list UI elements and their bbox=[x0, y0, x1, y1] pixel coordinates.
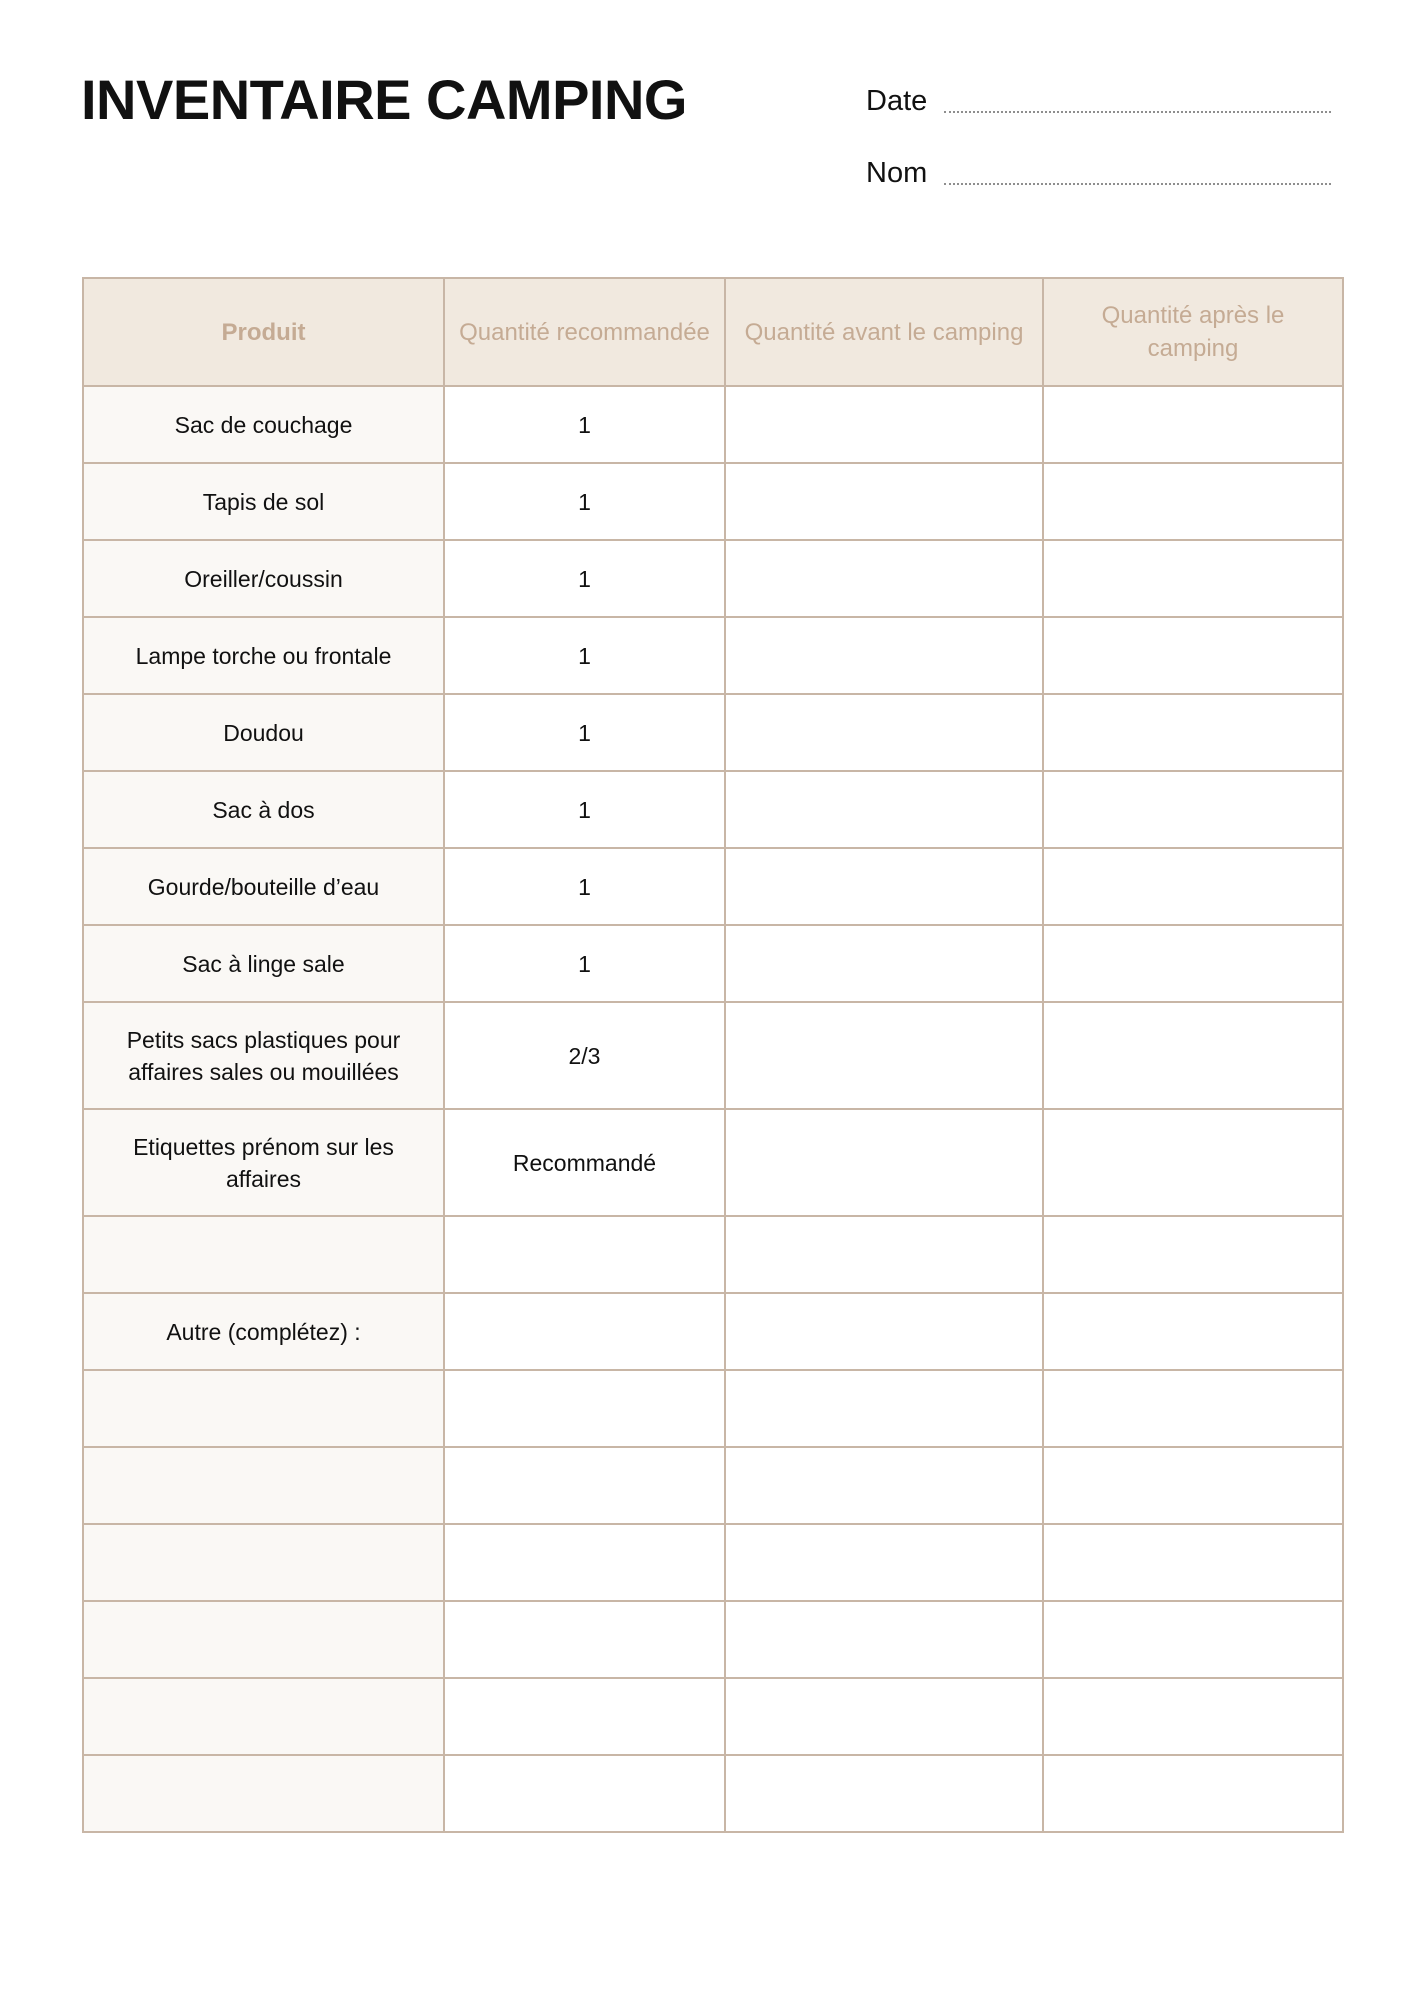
header-quantity-before: Quantité avant le camping bbox=[725, 278, 1043, 386]
recommended-quantity-cell: 1 bbox=[444, 386, 725, 463]
table-row bbox=[83, 1370, 1343, 1447]
table-row bbox=[83, 1109, 1343, 1216]
table-header-row bbox=[83, 278, 1343, 386]
recommended-quantity-cell: Recommandé bbox=[444, 1109, 725, 1216]
date-line[interactable] bbox=[944, 111, 1331, 113]
table-row bbox=[83, 1447, 1343, 1524]
table-row bbox=[83, 925, 1343, 1002]
quantity-before-cell[interactable] bbox=[725, 771, 1043, 848]
recommended-quantity-cell bbox=[444, 1293, 725, 1370]
product-cell: Gourde/bouteille d’eau bbox=[83, 848, 444, 925]
quantity-after-cell[interactable] bbox=[1043, 1678, 1343, 1755]
inventory-table bbox=[82, 277, 1344, 1833]
quantity-after-cell[interactable] bbox=[1043, 1601, 1343, 1678]
product-cell[interactable] bbox=[83, 1601, 444, 1678]
product-cell[interactable] bbox=[83, 1216, 444, 1293]
name-label: Nom bbox=[866, 157, 928, 189]
quantity-before-cell[interactable] bbox=[725, 1447, 1043, 1524]
table-row bbox=[83, 540, 1343, 617]
quantity-after-cell[interactable] bbox=[1043, 1524, 1343, 1601]
quantity-after-cell[interactable] bbox=[1043, 1002, 1343, 1109]
recommended-quantity-cell: 1 bbox=[444, 848, 725, 925]
product-cell: Lampe torche ou frontale bbox=[83, 617, 444, 694]
quantity-before-cell[interactable] bbox=[725, 386, 1043, 463]
header-product: Produit bbox=[83, 278, 444, 386]
table-row bbox=[83, 1524, 1343, 1601]
quantity-before-cell[interactable] bbox=[725, 1002, 1043, 1109]
table-row bbox=[83, 386, 1343, 463]
date-field[interactable] bbox=[866, 84, 1331, 119]
product-cell: Oreiller/coussin bbox=[83, 540, 444, 617]
quantity-before-cell[interactable] bbox=[725, 1109, 1043, 1216]
recommended-quantity-cell bbox=[444, 1755, 725, 1832]
product-cell[interactable] bbox=[83, 1370, 444, 1447]
recommended-quantity-cell bbox=[444, 1601, 725, 1678]
product-cell: Etiquettes prénom sur les affaires bbox=[83, 1109, 444, 1216]
table-row bbox=[83, 1755, 1343, 1832]
quantity-after-cell[interactable] bbox=[1043, 694, 1343, 771]
quantity-after-cell[interactable] bbox=[1043, 1755, 1343, 1832]
quantity-after-cell[interactable] bbox=[1043, 386, 1343, 463]
table-row bbox=[83, 463, 1343, 540]
quantity-before-cell[interactable] bbox=[725, 1678, 1043, 1755]
quantity-before-cell[interactable] bbox=[725, 463, 1043, 540]
quantity-before-cell[interactable] bbox=[725, 1601, 1043, 1678]
quantity-after-cell[interactable] bbox=[1043, 771, 1343, 848]
product-cell: Petits sacs plastiques pour affaires sales ou mouillées bbox=[83, 1002, 444, 1109]
product-cell[interactable] bbox=[83, 1524, 444, 1601]
table-row bbox=[83, 617, 1343, 694]
quantity-after-cell[interactable] bbox=[1043, 1216, 1343, 1293]
quantity-after-cell[interactable] bbox=[1043, 1293, 1343, 1370]
quantity-before-cell[interactable] bbox=[725, 925, 1043, 1002]
recommended-quantity-cell: 1 bbox=[444, 925, 725, 1002]
table-row bbox=[83, 771, 1343, 848]
product-cell[interactable] bbox=[83, 1447, 444, 1524]
header-quantity-after: Quantité après le camping bbox=[1043, 278, 1343, 386]
product-cell: Sac de couchage bbox=[83, 386, 444, 463]
product-cell: Tapis de sol bbox=[83, 463, 444, 540]
product-cell: Sac à dos bbox=[83, 771, 444, 848]
quantity-before-cell[interactable] bbox=[725, 1755, 1043, 1832]
recommended-quantity-cell bbox=[444, 1216, 725, 1293]
table-body bbox=[83, 386, 1343, 1832]
product-cell[interactable] bbox=[83, 1755, 444, 1832]
recommended-quantity-cell bbox=[444, 1678, 725, 1755]
quantity-after-cell[interactable] bbox=[1043, 617, 1343, 694]
recommended-quantity-cell bbox=[444, 1370, 725, 1447]
recommended-quantity-cell: 1 bbox=[444, 540, 725, 617]
recommended-quantity-cell: 1 bbox=[444, 771, 725, 848]
recommended-quantity-cell: 1 bbox=[444, 463, 725, 540]
recommended-quantity-cell: 1 bbox=[444, 617, 725, 694]
table-row bbox=[83, 1601, 1343, 1678]
table-row bbox=[83, 694, 1343, 771]
quantity-after-cell[interactable] bbox=[1043, 1447, 1343, 1524]
quantity-after-cell[interactable] bbox=[1043, 848, 1343, 925]
product-cell: Autre (complétez) : bbox=[83, 1293, 444, 1370]
page-title: INVENTAIRE CAMPING bbox=[81, 68, 687, 131]
quantity-before-cell[interactable] bbox=[725, 694, 1043, 771]
name-field[interactable] bbox=[866, 156, 1331, 191]
table-row bbox=[83, 1216, 1343, 1293]
quantity-after-cell[interactable] bbox=[1043, 925, 1343, 1002]
header-recommended-quantity: Quantité recommandée bbox=[444, 278, 725, 386]
recommended-quantity-cell: 2/3 bbox=[444, 1002, 725, 1109]
quantity-after-cell[interactable] bbox=[1043, 1370, 1343, 1447]
quantity-after-cell[interactable] bbox=[1043, 463, 1343, 540]
product-cell: Sac à linge sale bbox=[83, 925, 444, 1002]
table-row bbox=[83, 848, 1343, 925]
quantity-before-cell[interactable] bbox=[725, 1370, 1043, 1447]
quantity-before-cell[interactable] bbox=[725, 1524, 1043, 1601]
table-row bbox=[83, 1293, 1343, 1370]
quantity-after-cell[interactable] bbox=[1043, 540, 1343, 617]
product-cell[interactable] bbox=[83, 1678, 444, 1755]
recommended-quantity-cell: 1 bbox=[444, 694, 725, 771]
recommended-quantity-cell bbox=[444, 1524, 725, 1601]
quantity-before-cell[interactable] bbox=[725, 1293, 1043, 1370]
table-row bbox=[83, 1002, 1343, 1109]
product-cell: Doudou bbox=[83, 694, 444, 771]
quantity-before-cell[interactable] bbox=[725, 617, 1043, 694]
quantity-after-cell[interactable] bbox=[1043, 1109, 1343, 1216]
name-line[interactable] bbox=[944, 183, 1331, 185]
recommended-quantity-cell bbox=[444, 1447, 725, 1524]
date-label: Date bbox=[866, 85, 928, 117]
quantity-before-cell[interactable] bbox=[725, 848, 1043, 925]
table-row bbox=[83, 1678, 1343, 1755]
quantity-before-cell[interactable] bbox=[725, 1216, 1043, 1293]
quantity-before-cell[interactable] bbox=[725, 540, 1043, 617]
